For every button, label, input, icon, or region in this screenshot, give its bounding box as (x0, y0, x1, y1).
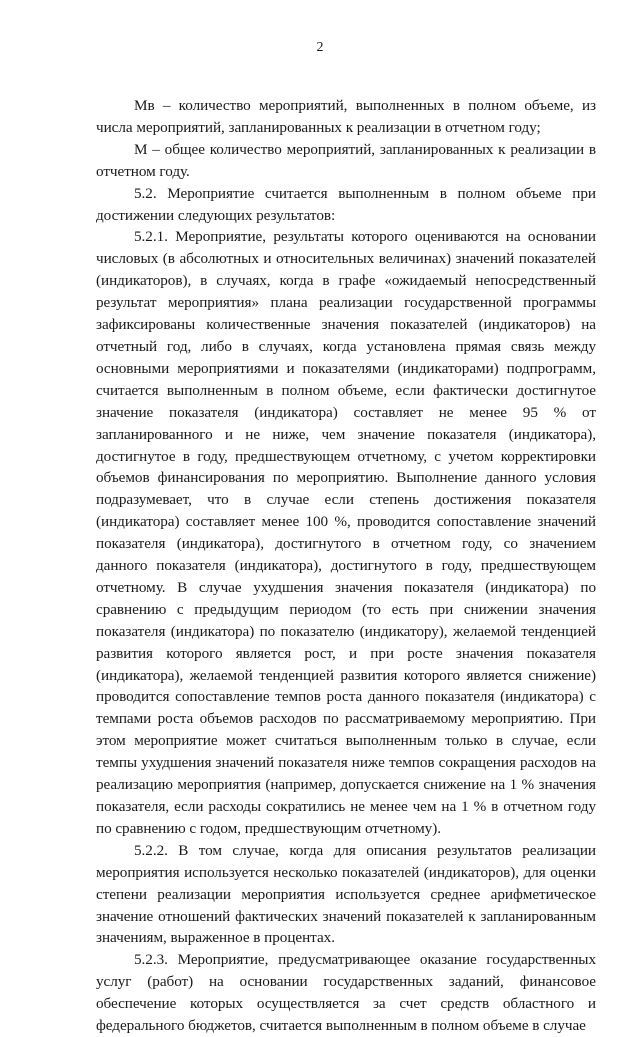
document-body (96, 95, 596, 1037)
paragraph-mv-definition: Мв – количество мероприятий, выполненных в полном объеме, из числа мероприятий, запланированных к реализации в отчетном году; (96, 97, 596, 136)
paragraph-5-2-3: 5.2.3. Мероприятие, предусматривающее оказание государственных услуг (работ) на основании государственных заданий, финансовое обеспечение которых осуществляется за счет средств областного и федерального бюджетов, считается выполненным в полном объеме в случае (96, 951, 596, 1035)
paragraph-m-definition: М – общее количество мероприятий, запланированных к реализации в отчетном году. (96, 140, 596, 180)
paragraph-5-2: 5.2. Мероприятие считается выполненным в полном объеме при достижении следующих результатов: (96, 184, 596, 224)
page-number: 2 (316, 40, 324, 55)
paragraph-5-2-1: 5.2.1. Мероприятие, результаты которого оцениваются на основании числовых (в абсолютных и относительных величинах) значений показателей (индикаторов), в случаях, когда в графе «ожидаемый непосредственный результат мероприятия» плана реализации государственной программы зафиксированы количественные значения показателей (индикаторов) на отчетный год, либо в случаях, когда установлена прямая связь между основными мероприятиями и показателями (индикаторами) подпрограмм, считается выполненным в полном объеме, если фактически достигнутое значение показателя (индикатора) составляет не менее 95 % от запланированного и не ниже, чем значение показателя (индикатора), достигнутое в году, предшествующем отчетному, с учетом корректировки объемов финансирования по мероприятию. Выполнение данного условия подразумевает, что в случае если степень достижения показателя (индикатора) составляет менее 100 %, проводится сопоставление значений показателя (индикатора), достигнутого в отчетном году, со значением данного показателя (индикатора), достигнутого в году, предшествующем отчетному. В случае ухудшения значения показателя (индикатора) по сравнению с предыдущим периодом (то есть при снижении значения показателя (индикатора) по показателю (индикатору), желаемой тенденцией развития которого является рост, и при росте значения показателя (индикатора), желаемой тенденцией развития которого является снижение) проводится сопоставление темпов роста данного показателя (индикатора) с темпами роста объемов расходов по рассматриваемому мероприятию. При этом мероприятие может считаться выполненным только в случае, если темпы ухудшения значений показателя ниже темпов сокращения расходов на реализацию мероприятия (например, допускается снижение на 1 % значения показателя, если расходы сократились не менее чем на 1 % в отчетном году по сравнению с годом, предшествующим отчетному). (96, 228, 596, 837)
paragraph-5-2-2: 5.2.2. В том случае, когда для описания результатов реализации мероприятия используется несколько показателей (индикаторов), для оценки степени реализации мероприятия используется среднее арифметическое значение отношений фактических значений показателей к запланированным значениям, выраженное в процентах. (96, 841, 596, 947)
